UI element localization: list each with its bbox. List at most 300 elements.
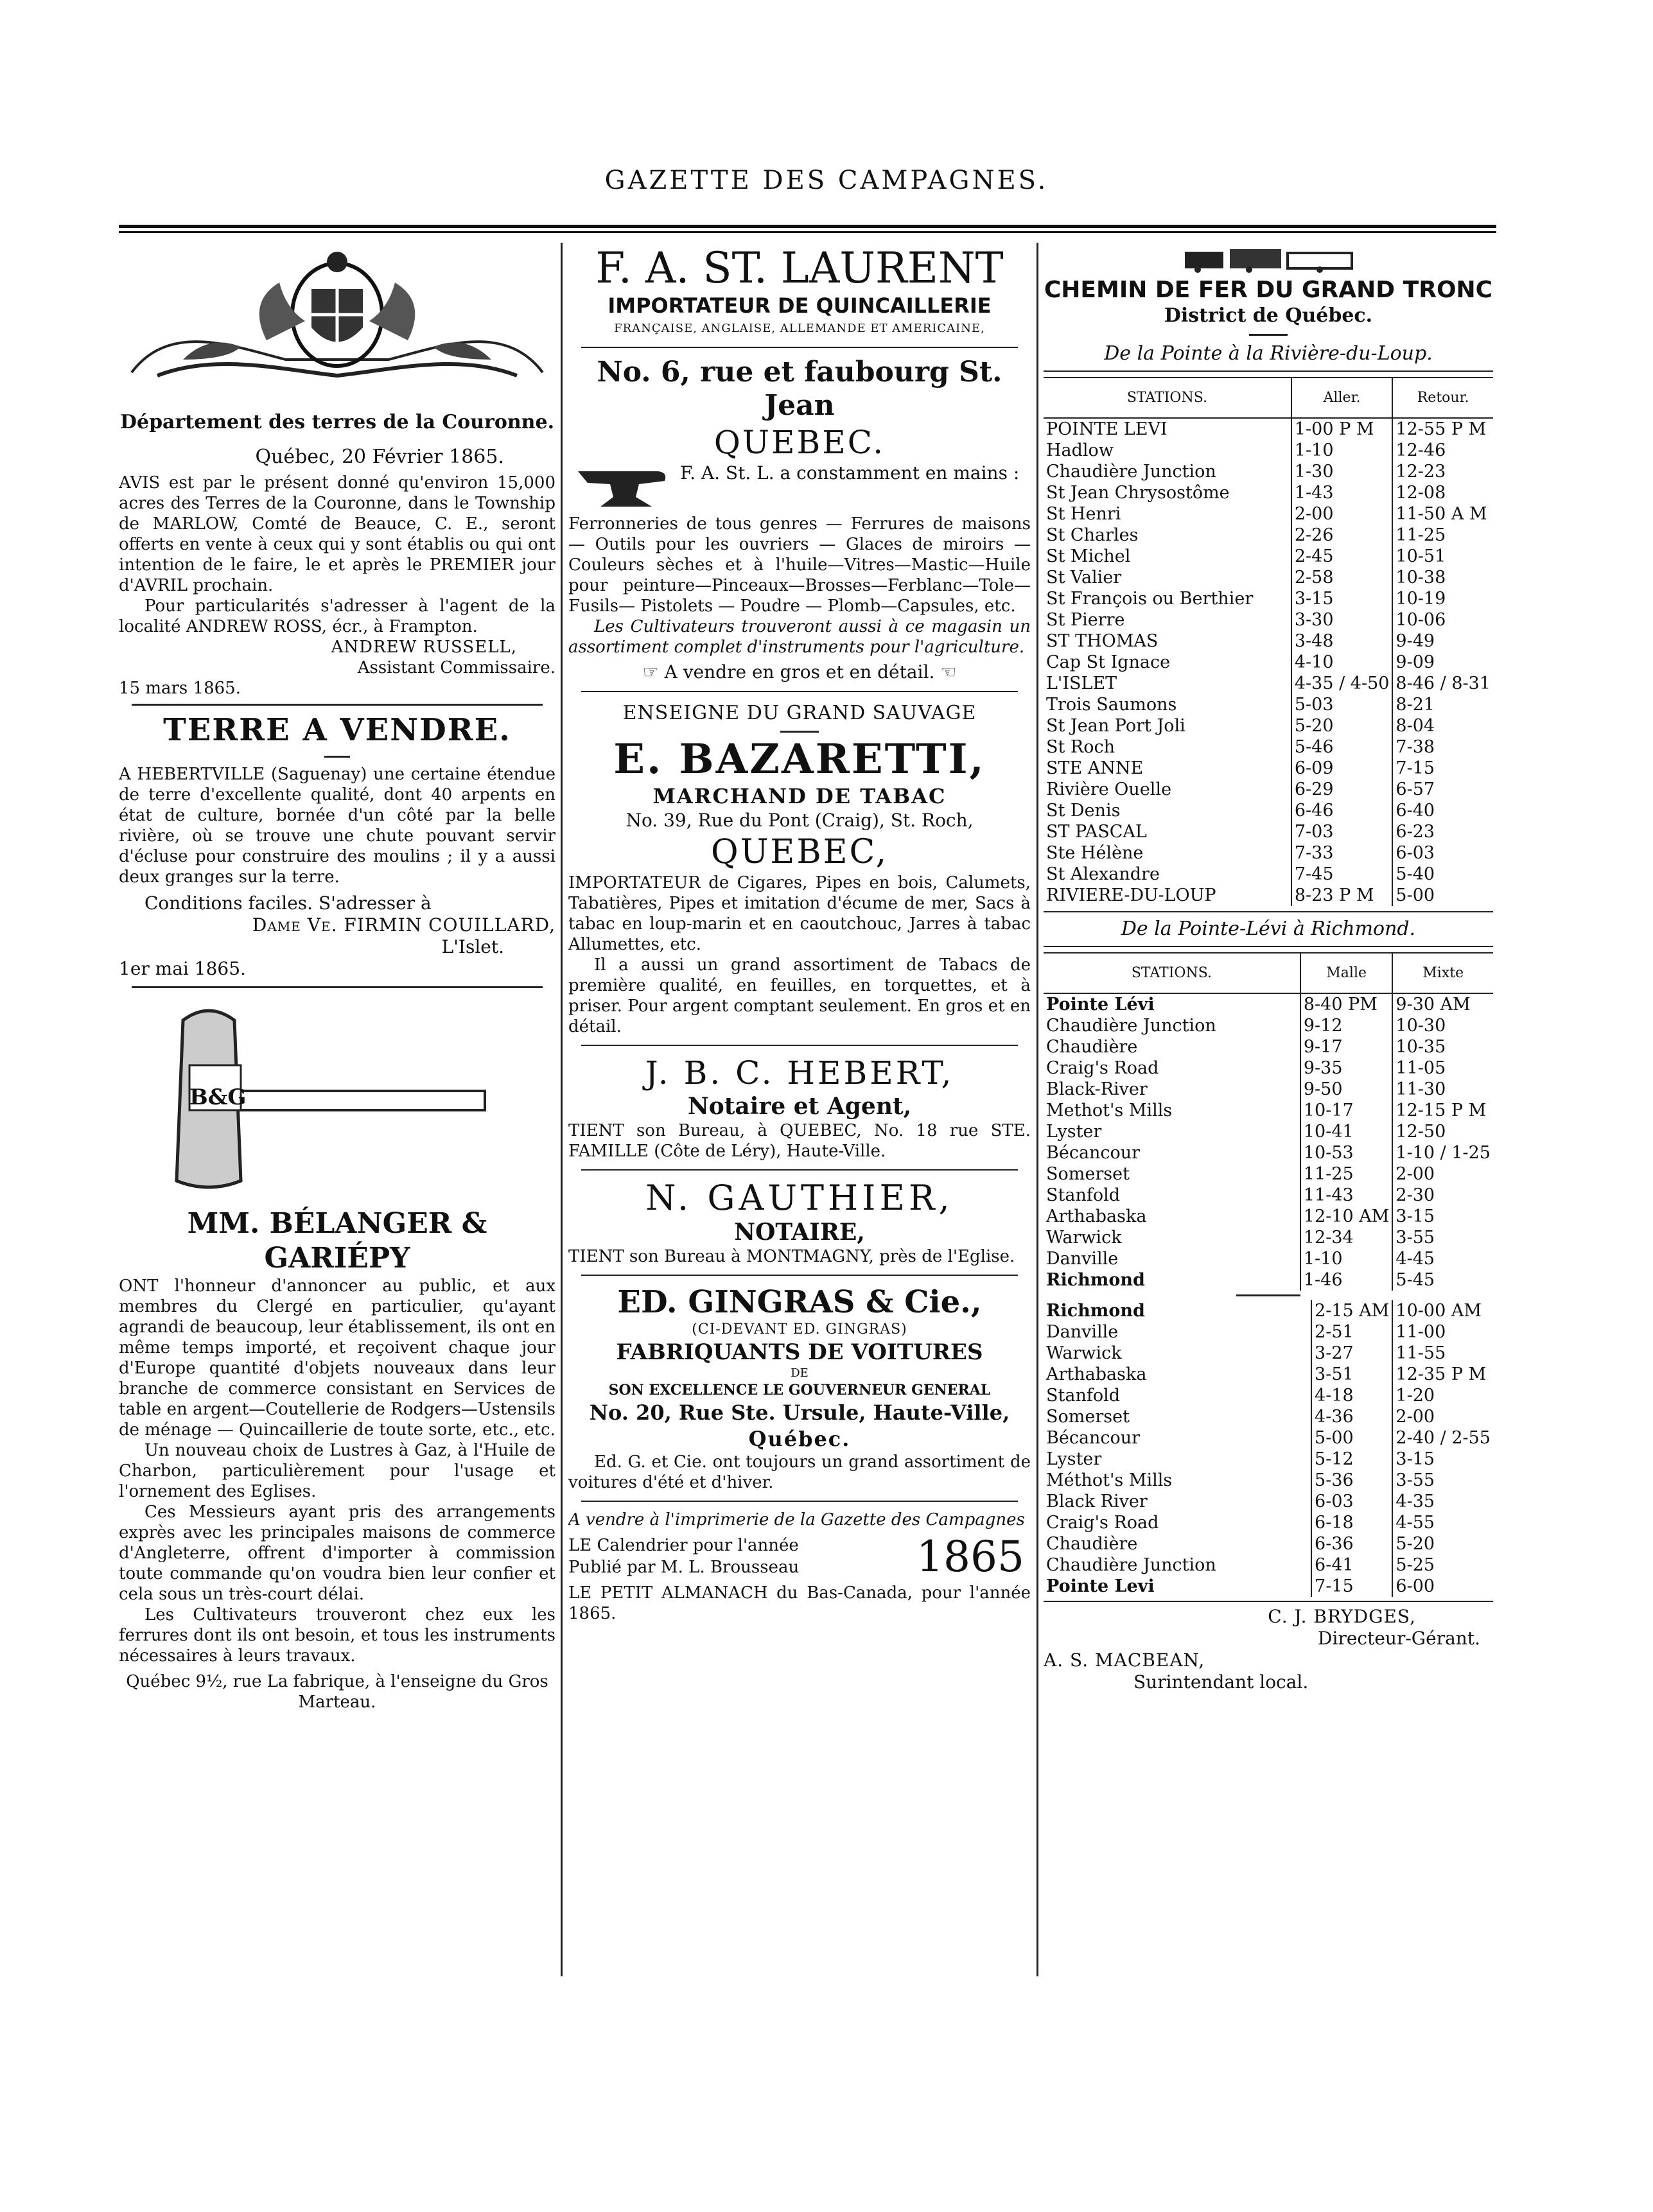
laurent-sub2: FRANÇAISE, ANGLAISE, ALLEMANDE ET AMERICAINE, — [614, 322, 985, 335]
station-name: St Charles — [1046, 525, 1139, 545]
page-title: GAZETTE DES CAMPAGNES. — [604, 166, 1049, 195]
gingras-patron: SON EXCELLENCE LE GOUVERNEUR GENERAL — [608, 1382, 991, 1398]
table-row — [1044, 1036, 1493, 1058]
table-row — [1044, 842, 1493, 864]
time-out: 11-25 — [1300, 1163, 1393, 1185]
notice-dateline: Québec, 20 Février 1865. — [255, 446, 504, 468]
table-row — [1044, 993, 1493, 1015]
time-out: 2-51 — [1311, 1321, 1392, 1343]
station-name: Trois Saumons — [1046, 695, 1177, 715]
table-row — [1044, 482, 1493, 503]
route-2-title: De la Pointe-Lévi à Richmond. — [1121, 918, 1416, 940]
time-out: 10-17 — [1300, 1100, 1393, 1121]
table-row — [1044, 1533, 1493, 1554]
station-name: STE ANNE — [1046, 758, 1144, 778]
time-back: 12-35 P M — [1392, 1364, 1493, 1385]
divider — [1044, 911, 1493, 912]
divider — [581, 1169, 1018, 1171]
time-out: 3-51 — [1311, 1364, 1392, 1385]
time-back: 11-55 — [1392, 1343, 1493, 1364]
station-name: Chaudière Junction — [1046, 462, 1216, 482]
table-row — [1044, 1427, 1493, 1449]
calendar-intro: A vendre à l'imprimerie de la Gazette des Campagnes — [568, 1510, 1025, 1529]
time-back: 5-45 — [1392, 1269, 1493, 1291]
time-out: 4-18 — [1311, 1385, 1392, 1406]
time-back: 10-19 — [1392, 588, 1493, 609]
station-name: Bécancour — [1046, 1143, 1141, 1163]
time-back: 6-40 — [1392, 800, 1493, 821]
time-back: 10-06 — [1392, 609, 1493, 631]
column-divider-2 — [1036, 243, 1038, 1976]
time-back: 12-55 P M — [1392, 418, 1493, 440]
table-row — [1044, 1491, 1493, 1512]
time-back: 3-15 — [1392, 1206, 1493, 1227]
time-out: 6-18 — [1311, 1512, 1392, 1533]
belanger-body-4: Les Cultivateurs trouveront chez eux les ferrures dont ils ont besoin, et tous les instruments nécessaires à leurs travaux. — [119, 1605, 555, 1666]
time-out: 12-34 — [1300, 1227, 1393, 1248]
divider — [1236, 1294, 1300, 1296]
time-out: 3-27 — [1311, 1343, 1392, 1364]
time-back: 9-49 — [1392, 631, 1493, 652]
table-row — [1044, 800, 1493, 821]
divider — [581, 1501, 1018, 1502]
notice-signer-title: Assistant Commissaire. — [357, 658, 555, 677]
time-back: 5-40 — [1392, 864, 1493, 885]
time-back: 10-00 AM — [1392, 1300, 1493, 1321]
divider — [581, 691, 1018, 692]
table-row — [1044, 1163, 1493, 1185]
divider — [581, 1275, 1018, 1276]
time-out: 12-10 AM — [1300, 1206, 1393, 1227]
table-row — [1044, 1079, 1493, 1100]
station-name: St Denis — [1046, 801, 1121, 821]
time-out: 6-41 — [1311, 1554, 1392, 1576]
time-out: 8-23 P M — [1291, 885, 1393, 906]
table-row — [1044, 461, 1493, 482]
station-name: St Pierre — [1046, 610, 1125, 630]
time-out: 8-40 PM — [1300, 993, 1393, 1015]
royal-coat-of-arms — [119, 244, 555, 405]
notice-body-2: Pour particularités s'adresser à l'agent de la localité ANDREW ROSS, écr., à Frampton. — [119, 597, 555, 636]
station-name: St Valier — [1046, 568, 1122, 588]
time-back: 12-23 — [1392, 461, 1493, 482]
belanger-address: Québec 9½, rue La fabrique, à l'enseigne du Gros Marteau. — [126, 1672, 548, 1712]
table-row — [1044, 1321, 1493, 1343]
terre-date: 1er mai 1865. — [119, 958, 246, 979]
calendar-line-2: Publié par M. L. Brousseau — [568, 1558, 800, 1577]
time-back: 4-45 — [1392, 1248, 1493, 1269]
time-out: 4-35 / 4-50 — [1291, 673, 1393, 694]
timetable-pointe-riviere-du-loup — [1044, 377, 1493, 906]
station-name: Pointe Levi — [1046, 1576, 1155, 1596]
time-out: 7-33 — [1291, 842, 1393, 864]
divider — [132, 986, 543, 988]
time-back: 9-30 AM — [1392, 993, 1493, 1015]
gingras-de: DE — [791, 1366, 809, 1380]
calendar-line-1: LE Calendrier pour l'année — [568, 1536, 799, 1555]
table-row — [1044, 715, 1493, 736]
time-out: 9-50 — [1300, 1079, 1393, 1100]
table-row — [1044, 1206, 1493, 1227]
column-divider-1 — [561, 243, 563, 1976]
time-back: 11-00 — [1392, 1321, 1493, 1343]
bazaretti-body-2: Il a aussi un grand assortiment de Tabacs de première qualité, en feuilles, en torquettes, et à priser. Pour argent comptant seulement. En gros et en détail. — [568, 955, 1031, 1036]
time-back: 3-15 — [1392, 1449, 1493, 1470]
divider — [1044, 370, 1493, 372]
gingras-body: Ed. G. et Cie. ont toujours un grand assortiment de voitures d'été et d'hiver. — [568, 1452, 1031, 1492]
divider — [1044, 1601, 1493, 1602]
station-name: St François ou Berthier — [1046, 589, 1254, 609]
notice-body: AVIS est par le présent donné qu'environ 15,000 acres des Terres de la Couronne, dans le Township de MARLOW, Comté de Beauce, C. E., seront offerts en vente à ceux qui y sont établis ou qui ont intention de le faire, le et après le PREMIER jour d'AVRIL prochain. — [119, 473, 555, 595]
terre-place: L'Islet. — [441, 936, 504, 957]
terre-title: TERRE A VENDRE. — [163, 712, 511, 748]
t2-header-malle: Malle — [1300, 953, 1393, 993]
station-name: Stanfold — [1046, 1386, 1121, 1406]
time-out: 2-58 — [1291, 567, 1393, 588]
t1-header-stations: STATIONS. — [1044, 378, 1291, 418]
station-name: ST PASCAL — [1046, 822, 1147, 842]
notice-signer: ANDREW RUSSELL, — [331, 638, 517, 657]
time-out: 5-00 — [1311, 1427, 1392, 1449]
time-out: 1-10 — [1300, 1248, 1393, 1269]
time-out: 2-45 — [1291, 546, 1393, 567]
time-out: 10-53 — [1300, 1142, 1393, 1163]
time-back: 3-55 — [1392, 1227, 1493, 1248]
time-out: 4-10 — [1291, 652, 1393, 673]
table-row — [1044, 546, 1493, 567]
time-back: 4-55 — [1392, 1512, 1493, 1533]
time-back: 2-00 — [1392, 1163, 1493, 1185]
table-row — [1044, 758, 1493, 779]
time-back: 6-57 — [1392, 779, 1493, 800]
station-name: Somerset — [1046, 1164, 1130, 1184]
station-name: Stanfold — [1046, 1185, 1121, 1205]
time-out: 5-20 — [1291, 715, 1393, 736]
table-row — [1044, 1343, 1493, 1364]
column-left — [119, 244, 555, 2173]
divider — [1249, 334, 1288, 336]
time-out: 3-48 — [1291, 631, 1393, 652]
table-row — [1044, 567, 1493, 588]
time-out: 6-03 — [1311, 1491, 1392, 1512]
time-out: 6-36 — [1311, 1533, 1392, 1554]
bazaretti-body: IMPORTATEUR de Cigares, Pipes en bois, Calumets, Tabatières, Pipes et imitation d'écume de mer, Sacs à tabac en loup-marin et en caoutchouc, Jarres à tabac Allumettes, etc. — [568, 873, 1031, 954]
station-name: St Michel — [1046, 546, 1131, 566]
station-name: RIVIERE-DU-LOUP — [1046, 885, 1216, 905]
divider — [780, 731, 819, 733]
table-row — [1044, 440, 1493, 461]
table-row — [1044, 885, 1493, 906]
time-out: 1-46 — [1300, 1269, 1393, 1291]
gauthier-title: NOTAIRE, — [734, 1219, 865, 1246]
time-back: 6-23 — [1392, 821, 1493, 842]
laurent-address: No. 6, rue et faubourg St. Jean — [597, 356, 1002, 422]
time-back: 12-50 — [1392, 1121, 1493, 1142]
station-name: ST THOMAS — [1046, 631, 1159, 651]
table-row — [1044, 1185, 1493, 1206]
station-name: Danville — [1046, 1249, 1119, 1269]
table-row — [1044, 1364, 1493, 1385]
time-out: 10-41 — [1300, 1121, 1393, 1142]
timetable-pointe-levi-richmond — [1044, 952, 1493, 1291]
time-back: 7-15 — [1392, 758, 1493, 779]
terre-contact: Dame Ve. FIRMIN COUILLARD, — [252, 914, 555, 936]
hebert-title: Notaire et Agent, — [687, 1093, 912, 1120]
time-back: 1-20 — [1392, 1385, 1493, 1406]
divider — [132, 704, 543, 706]
station-name: Pointe Lévi — [1046, 995, 1155, 1015]
terre-body: A HEBERTVILLE (Saguenay) une certaine étendue de terre d'excellente qualité, dont 40 arpents en état de culture, bornée d'un côté par la belle rivière, où se trouve une chute pouvant servir d'écluse pour construire des moulins ; il y a aussi deux granges sur la terre. — [119, 765, 555, 887]
table-row — [1044, 1269, 1493, 1291]
gingras-address: No. 20, Rue Ste. Ursule, Haute-Ville, — [589, 1400, 1010, 1425]
table-row — [1044, 609, 1493, 631]
time-back: 2-00 — [1392, 1406, 1493, 1427]
table-row — [1044, 673, 1493, 694]
time-out: 1-43 — [1291, 482, 1393, 503]
hebert-name: J. B. C. HEBERT, — [645, 1054, 954, 1092]
gingras-formerly: (CI-DEVANT ED. GINGRAS) — [692, 1321, 907, 1337]
column-middle — [568, 244, 1031, 2173]
terre-conditions: Conditions faciles. S'adresser à — [144, 893, 432, 914]
time-back: 10-30 — [1392, 1015, 1493, 1036]
time-out: 6-29 — [1291, 779, 1393, 800]
station-name: Black River — [1046, 1492, 1148, 1511]
bazaretti-address: No. 39, Rue du Pont (Craig), St. Roch, — [625, 810, 974, 831]
laurent-list: Ferronneries de tous genres — Ferrures de maisons — Outils pour les ouvriers — Glaces de miroirs — Couleurs sèches et à l'huile—Vitres—Mastic—Huile pour peinture—Pinceaux—Brosses—Ferblanc—Tole—Fusils— Pistolets — Poudre — Plomb—Capsules, etc. — [568, 514, 1031, 616]
time-out: 9-17 — [1300, 1036, 1393, 1058]
signer-1: C. J. BRYDGES, — [1268, 1606, 1416, 1627]
gingras-city: Québec. — [748, 1427, 851, 1451]
table-row — [1044, 821, 1493, 842]
time-back: 11-25 — [1392, 525, 1493, 546]
t2-header-mixte: Mixte — [1392, 953, 1493, 993]
station-name: Arthabaska — [1046, 1206, 1147, 1226]
table-row — [1044, 1576, 1493, 1597]
table-row — [1044, 736, 1493, 758]
laurent-note: Les Cultivateurs trouveront aussi à ce magasin un assortiment complet d'instruments pour l'agriculture. — [568, 617, 1031, 657]
station-name: Richmond — [1046, 1270, 1145, 1290]
station-name: Warwick — [1046, 1343, 1122, 1363]
time-back: 5-00 — [1392, 885, 1493, 906]
table-row — [1044, 1121, 1493, 1142]
timetable-richmond-pointe-levi — [1044, 1300, 1493, 1597]
station-name: Chaudière — [1046, 1534, 1138, 1554]
station-name: POINTE LEVI — [1046, 419, 1168, 439]
notice-department: Département des terres de la Couronne. — [119, 411, 555, 433]
time-out: 11-43 — [1300, 1185, 1393, 1206]
time-back: 12-46 — [1392, 440, 1493, 461]
time-back: 10-51 — [1392, 546, 1493, 567]
time-back: 11-50 A M — [1392, 503, 1493, 525]
locomotive-icon — [1044, 244, 1493, 276]
bazaretti-name: E. BAZARETTI, — [613, 735, 986, 783]
divider — [581, 347, 1018, 348]
signer-2: A. S. MACBEAN, — [1044, 1650, 1205, 1671]
route-1-title: De la Pointe à la Rivière-du-Loup. — [1104, 342, 1433, 365]
station-name: Rivière Ouelle — [1046, 779, 1172, 799]
divider — [1044, 946, 1493, 947]
time-back: 4-35 — [1392, 1491, 1493, 1512]
laurent-city: QUEBEC. — [713, 424, 886, 461]
table-row — [1044, 779, 1493, 800]
time-back: 2-30 — [1392, 1185, 1493, 1206]
time-back: 5-25 — [1392, 1554, 1493, 1576]
divider — [581, 1045, 1018, 1046]
station-name: Méthot's Mills — [1046, 1470, 1173, 1490]
calendar-year: 1865 — [916, 1532, 1024, 1581]
station-name: St Roch — [1046, 737, 1115, 757]
time-back: 8-21 — [1392, 694, 1493, 715]
calendar-block — [568, 1533, 1031, 1583]
table-row — [1044, 1449, 1493, 1470]
gauthier-body: TIENT son Bureau à MONTMAGNY, près de l'Eglise. — [568, 1247, 1015, 1266]
station-name: St Jean Chrysostôme — [1046, 483, 1230, 503]
table-row — [1044, 1058, 1493, 1079]
station-name: L'ISLET — [1046, 674, 1117, 693]
station-name: Methot's Mills — [1046, 1101, 1173, 1120]
belanger-title: MM. BÉLANGER & GARIÉPY — [187, 1207, 487, 1275]
signer-1-title: Directeur-Gérant. — [1318, 1628, 1480, 1649]
t1-header-retour: Retour. — [1392, 378, 1493, 418]
gingras-name: ED. GINGRAS & Cie., — [617, 1284, 982, 1320]
table-row — [1044, 1100, 1493, 1121]
hammer-label: B&G — [189, 1084, 247, 1110]
time-back: 11-30 — [1392, 1079, 1493, 1100]
laurent-sub: IMPORTATEUR DE QUINCAILLERIE — [608, 293, 992, 318]
time-out: 5-03 — [1291, 694, 1393, 715]
station-name: Ste Hélène — [1046, 843, 1144, 863]
gingras-trade: FABRIQUANTS DE VOITURES — [616, 1339, 983, 1365]
station-name: Craig's Road — [1046, 1058, 1159, 1078]
laurent-intro: F. A. St. L. a constamment en mains : — [680, 462, 1020, 483]
table-row — [1044, 1406, 1493, 1427]
time-out: 1-10 — [1291, 440, 1393, 461]
laurent-sale: ☞ A vendre en gros et en détail. ☜ — [642, 661, 957, 683]
table-row — [1044, 1227, 1493, 1248]
table-row — [1044, 1554, 1493, 1576]
belanger-body: ONT l'honneur d'annoncer au public, et aux membres du Clergé en particulier, qu'ayant agrandi de beaucoup, leur établissement, ils ont en même temps importé, et reçoivent chaque jour d'Europe quantité d'objets nouveaux dans leur branche de commerce consistant en Services de table en argent—Coutellerie de Rodgers—Ustensils de ménage — Quincaillerie de toute sorte, etc., etc. — [119, 1276, 555, 1440]
time-back: 3-55 — [1392, 1470, 1493, 1491]
table-row — [1044, 1470, 1493, 1491]
table-row — [1044, 588, 1493, 609]
table-row — [1044, 1142, 1493, 1163]
time-out: 3-15 — [1291, 588, 1393, 609]
table-row — [1044, 418, 1493, 440]
time-out: 2-26 — [1291, 525, 1393, 546]
table-row — [1044, 864, 1493, 885]
notice-date: 15 mars 1865. — [119, 679, 241, 698]
time-back: 5-20 — [1392, 1533, 1493, 1554]
t2-header-stations: STATIONS. — [1044, 953, 1300, 993]
railway-district: District de Québec. — [1164, 304, 1373, 327]
time-back: 8-46 / 8-31 — [1392, 673, 1493, 694]
station-name: Black-River — [1046, 1079, 1148, 1099]
table-row — [1044, 1248, 1493, 1269]
divider — [324, 756, 350, 758]
coat-of-arms-icon — [119, 244, 555, 398]
table-row — [1044, 694, 1493, 715]
station-name: Chaudière Junction — [1046, 1555, 1216, 1575]
time-back: 11-05 — [1392, 1058, 1493, 1079]
time-back: 10-38 — [1392, 567, 1493, 588]
table-row — [1044, 1300, 1493, 1321]
bazaretti-sign: ENSEIGNE DU GRAND SAUVAGE — [622, 702, 977, 724]
station-name: Danville — [1046, 1322, 1119, 1342]
header-rule-2 — [119, 231, 1496, 233]
station-name: Somerset — [1046, 1407, 1130, 1427]
bazaretti-city: QUEBEC, — [710, 833, 889, 871]
time-out: 5-36 — [1311, 1470, 1392, 1491]
time-back: 12-15 P M — [1392, 1100, 1493, 1121]
table-row — [1044, 1015, 1493, 1036]
time-back: 10-35 — [1392, 1036, 1493, 1058]
time-out: 7-03 — [1291, 821, 1393, 842]
time-out: 4-36 — [1311, 1406, 1392, 1427]
time-out: 5-12 — [1311, 1449, 1392, 1470]
time-back: 9-09 — [1392, 652, 1493, 673]
station-name: Hadlow — [1046, 440, 1114, 460]
time-out: 7-15 — [1311, 1576, 1392, 1597]
station-name: Lyster — [1046, 1449, 1102, 1469]
table-row — [1044, 1385, 1493, 1406]
station-name: Bécancour — [1046, 1428, 1141, 1448]
gauthier-name: N. GAUTHIER, — [645, 1178, 954, 1218]
time-back: 12-08 — [1392, 482, 1493, 503]
station-name: St Henri — [1046, 504, 1121, 524]
table-row — [1044, 652, 1493, 673]
time-out: 7-45 — [1291, 864, 1393, 885]
signer-2-title: Surintendant local. — [1133, 1671, 1309, 1693]
t1-header-aller: Aller. — [1291, 378, 1393, 418]
railway-title: CHEMIN DE FER DU GRAND TRONC — [1044, 277, 1493, 303]
station-name: Warwick — [1046, 1228, 1122, 1248]
station-name: Chaudière — [1046, 1037, 1138, 1057]
time-out: 1-00 P M — [1291, 418, 1393, 440]
time-out: 5-46 — [1291, 736, 1393, 758]
anvil-icon — [575, 465, 671, 510]
bazaretti-trade: MARCHAND DE TABAC — [652, 784, 947, 808]
station-name: Craig's Road — [1046, 1513, 1159, 1533]
station-name: St Alexandre — [1046, 864, 1160, 884]
time-back: 6-03 — [1392, 842, 1493, 864]
station-name: St Jean Port Joli — [1046, 716, 1185, 736]
table-row — [1044, 1512, 1493, 1533]
station-name: Lyster — [1046, 1122, 1102, 1142]
time-back: 7-38 — [1392, 736, 1493, 758]
table-row — [1044, 631, 1493, 652]
belanger-body-2: Un nouveau choix de Lustres à Gaz, à l'Huile de Charbon, particulièrement pour l'usage et l'ornement des Eglises. — [119, 1441, 555, 1501]
time-back: 8-04 — [1392, 715, 1493, 736]
table-row — [1044, 525, 1493, 546]
time-back: 6-00 — [1392, 1576, 1493, 1597]
time-out: 9-12 — [1300, 1015, 1393, 1036]
calendar-line-3: LE PETIT ALMANACH du Bas-Canada, pour l'année 1865. — [568, 1583, 1031, 1623]
laurent-name: F. A. ST. LAURENT — [595, 244, 1004, 293]
time-out: 6-09 — [1291, 758, 1393, 779]
hebert-body: TIENT son Bureau, à QUEBEC, No. 18 rue STE. FAMILLE (Côte de Léry), Haute-Ville. — [568, 1121, 1031, 1161]
time-out: 9-35 — [1300, 1058, 1393, 1079]
station-name: Arthabaska — [1046, 1364, 1147, 1384]
time-back: 2-40 / 2-55 — [1392, 1427, 1493, 1449]
belanger-body-3: Ces Messieurs ayant pris des arrangements exprès avec les principales maisons de commerce d'Angleterre, offrent d'importer à commission toute commande qu'on voudra bien leur confier et cela sous un très-court délai. — [119, 1502, 555, 1604]
time-out: 6-46 — [1291, 800, 1393, 821]
station-name: Richmond — [1046, 1301, 1145, 1321]
station-name: Cap St Ignace — [1046, 652, 1171, 672]
header-rule — [119, 225, 1496, 228]
hammer-sign — [119, 995, 555, 1206]
time-out: 2-15 AM — [1311, 1300, 1392, 1321]
station-name: Chaudière Junction — [1046, 1016, 1216, 1036]
